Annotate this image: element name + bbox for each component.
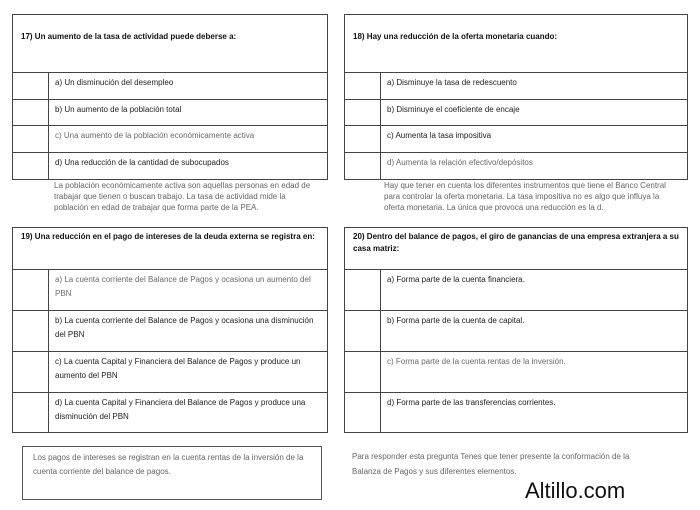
option-text: c) Una aumento de la población económicamente activa xyxy=(55,131,255,140)
question-18-option-d xyxy=(345,153,687,180)
question-19-table xyxy=(12,227,328,433)
option-text: c) La cuenta Capital y Financiera del Balance de Pagos y produce un aumento del PBN xyxy=(55,357,301,380)
option-text: d) La cuenta Capital y Financiera del Balance de Pagos y produce una disminución del PBN xyxy=(55,398,306,421)
question-20-option-c xyxy=(345,352,687,393)
question-19-title: 19) Una reducción en el pago de intereses de la deuda externa se registra en: xyxy=(13,228,327,270)
question-20-option-a xyxy=(345,270,687,311)
question-17-option-b xyxy=(13,100,327,126)
option-text: a) La cuenta corriente del Balance de Pagos y ocasiona un aumento del PBN xyxy=(55,275,311,298)
question-18-option-b xyxy=(345,100,687,126)
question-17-option-a xyxy=(13,73,327,100)
option-text: b) Disminuye el coeficiente de encaje xyxy=(387,105,520,114)
question-18-explanation: Hay que tener en cuenta los diferentes instrumentos que tiene el Banco Central para controlar la oferta monetaria. La tasa impositiva no es algo que influya la oferta monetaria. La única que provoca una reducción es la d. xyxy=(384,181,666,212)
question-18-table xyxy=(344,14,688,180)
question-19-option-a xyxy=(13,270,327,311)
option-text: d) Forma parte de las transferencias corrientes. xyxy=(387,398,556,407)
question-17-explanation: La población económicamente activa son aquellas personas en edad de trabajar que tienen o buscan trabajo. La tasa de actividad mide la población en edad de trabajar que forma parte de la PEA. xyxy=(54,181,311,212)
question-20-option-b xyxy=(345,311,687,352)
option-text: d) Aumenta la relación efectivo/depósitos xyxy=(387,158,533,167)
option-text: d) Una reducción de la cantidad de subocupados xyxy=(55,158,229,167)
option-text: c) Forma parte de la cuenta rentas de la inversión. xyxy=(387,357,566,366)
question-20-table xyxy=(344,227,688,433)
question-17-title: 17) Un aumento de la tasa de actividad puede deberse a: xyxy=(13,15,327,73)
question-17-table xyxy=(12,14,328,180)
question-17-option-d xyxy=(13,153,327,180)
question-20-option-d xyxy=(345,393,687,433)
question-18-option-c xyxy=(345,126,687,153)
question-19-option-d xyxy=(13,393,327,433)
brand-logo: Altillo.com xyxy=(525,478,626,503)
option-text: b) Un aumento de la población total xyxy=(55,105,182,114)
option-text: a) Un disminución del desempleo xyxy=(55,78,174,87)
option-text: c) Aumenta la tasa impositiva xyxy=(387,131,492,140)
question-19-option-c xyxy=(13,352,327,393)
question-20-title: 20) Dentro del balance de pagos, el giro de ganancias de una empresa extranjera a su casa matriz: xyxy=(345,228,687,270)
option-text: b) La cuenta corriente del Balance de Pagos y ocasiona una disminución del PBN xyxy=(55,316,314,339)
option-text: b) Forma parte de la cuenta de capital. xyxy=(387,316,525,325)
question-18-title: 18) Hay una reducción de la oferta monetaria cuando: xyxy=(345,15,687,73)
question-17-option-c xyxy=(13,126,327,153)
question-20-explanation: Para responder esta pregunta Tenes que tener presente la conformación de la Balanza de Pagos y sus diferentes elementos. xyxy=(352,452,630,476)
option-text: a) Disminuye la tasa de redescuento xyxy=(387,78,517,87)
option-text: a) Forma parte de la cuenta financiera. xyxy=(387,275,525,284)
question-19-option-b xyxy=(13,311,327,352)
question-19-explanation: Los pagos de intereses se registran en la cuenta rentas de la inversión de la cuenta corriente del balance de pagos. xyxy=(22,446,322,500)
question-18-option-a xyxy=(345,73,687,100)
